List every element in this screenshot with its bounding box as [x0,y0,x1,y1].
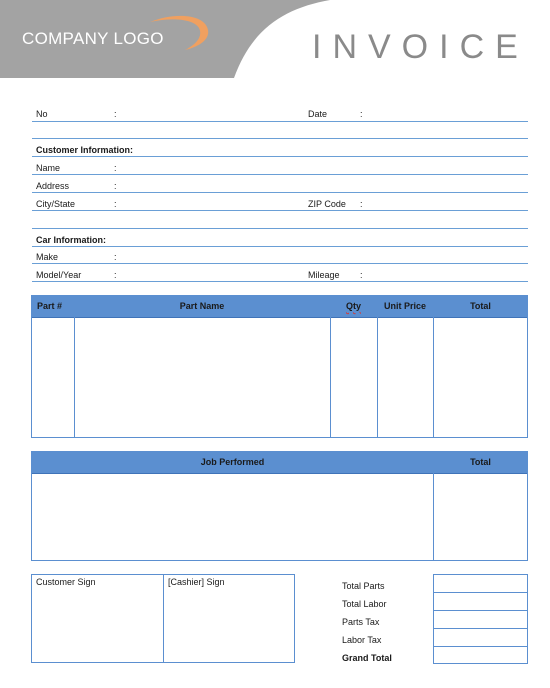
separator-line [32,228,528,229]
model-year-line [32,281,528,282]
labor-tax-label: Labor Tax [342,635,382,645]
column-divider [433,473,434,560]
labor-tax-value-box[interactable] [433,628,528,647]
invoice-title: INVOICE [312,28,529,66]
col-unit-price: Unit Price [383,301,426,311]
model-year-label: Model/Year [36,270,82,280]
job-table [31,451,528,561]
no-colon: : [114,109,117,119]
address-line [32,192,528,193]
mileage-colon: : [360,270,363,280]
model-year-colon: : [114,270,117,280]
col-job-performed: Job Performed [200,457,265,467]
column-divider [330,317,331,437]
col-total: Total [470,301,491,311]
qty-label: Qty [345,301,361,311]
no-date-line [32,121,528,122]
separator-line [32,138,528,139]
parts-table [31,295,528,438]
col-qty [330,296,377,317]
address-colon: : [114,181,117,191]
zip-code-colon: : [360,199,363,209]
customer-info-heading: Customer Information: [36,145,134,155]
city-state-line [32,210,528,211]
car-info-heading: Car Information: [36,235,107,245]
cashier-sign-box[interactable] [163,574,295,663]
grand-total-label: Grand Total [342,653,392,663]
col-job-total: Total [470,457,491,467]
customer-sign-box[interactable] [31,574,164,663]
city-state-label: City/State [36,199,76,209]
address-label: Address [36,181,70,191]
name-label: Name [36,163,61,173]
total-labor-label: Total Labor [342,599,387,609]
zip-code-label: ZIP Code [308,199,346,209]
date-label: Date [308,109,328,119]
column-divider [433,317,434,437]
cashier-sign-label: [Cashier] Sign [168,577,225,587]
total-parts-label: Total Parts [342,581,385,591]
total-labor-value-box[interactable] [433,592,528,611]
mileage-label: Mileage [308,270,340,280]
company-logo: COMPANY LOGO [22,29,164,48]
car-heading-line [32,246,528,247]
customer-sign-label: Customer Sign [36,577,96,587]
name-line [32,174,528,175]
parts-table-header [32,296,527,318]
make-line [32,263,528,264]
col-part-number: Part # [37,301,63,311]
column-divider [74,317,75,437]
parts-tax-label: Parts Tax [342,617,380,627]
job-table-header [32,452,527,474]
total-parts-value-box[interactable] [433,574,528,593]
parts-tax-value-box[interactable] [433,610,528,629]
grand-total-value-box[interactable] [433,646,528,664]
column-divider [377,317,378,437]
city-state-colon: : [114,199,117,209]
col-part-name: Part Name [179,301,225,311]
name-colon: : [114,163,117,173]
no-label: No [36,109,48,119]
make-colon: : [114,252,117,262]
customer-heading-line [32,156,528,157]
make-label: Make [36,252,59,262]
date-colon: : [360,109,363,119]
